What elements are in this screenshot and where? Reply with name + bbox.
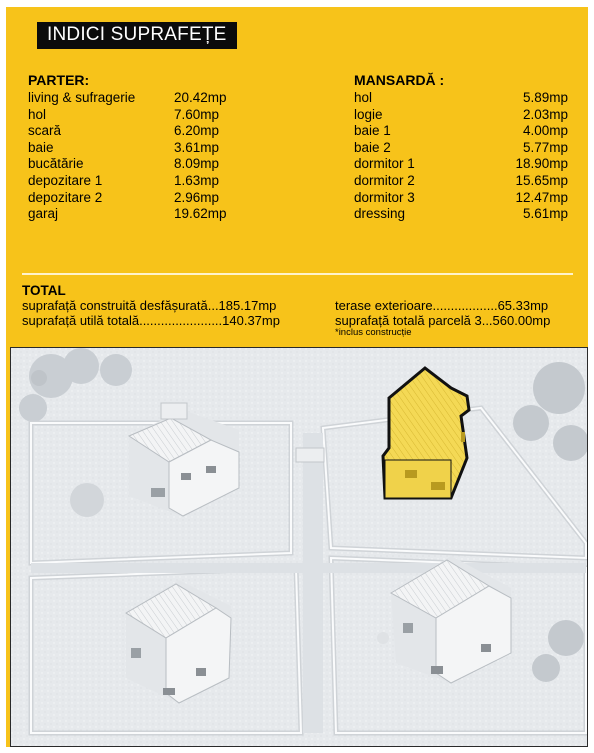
page-title: INDICI SUPRAFEȚE bbox=[37, 22, 237, 49]
room-row bbox=[28, 123, 248, 140]
room-area: 8.09mp bbox=[174, 156, 220, 172]
total-section bbox=[22, 283, 582, 338]
access-path bbox=[303, 433, 323, 733]
room-name: dormitor 2 bbox=[354, 172, 415, 188]
room-name: garaj bbox=[28, 206, 59, 222]
room-name: dressing bbox=[354, 206, 406, 222]
room-area: 2.03mp bbox=[522, 106, 568, 122]
room-row bbox=[28, 140, 248, 157]
useful-area-line: suprafață utilă totală.......................140.37mp bbox=[22, 313, 280, 328]
room-name: dormitor 3 bbox=[354, 189, 415, 205]
room-area: 6.20mp bbox=[174, 123, 220, 139]
room-name: baie 1 bbox=[354, 123, 391, 139]
room-row bbox=[28, 90, 248, 107]
room-area: 5.77mp bbox=[522, 139, 568, 155]
attic-heading: MANSARDĂ : bbox=[354, 72, 445, 88]
ground-floor-section bbox=[28, 71, 248, 223]
room-name: hol bbox=[354, 90, 373, 105]
room-row bbox=[28, 206, 248, 223]
room-row bbox=[354, 140, 568, 157]
ground-floor-heading: PARTER: bbox=[28, 72, 90, 88]
access-path-cross bbox=[31, 563, 586, 573]
room-name: baie 2 bbox=[354, 139, 391, 155]
tree-bush bbox=[70, 483, 104, 517]
shed-center bbox=[296, 448, 324, 462]
site-plan-render bbox=[10, 347, 588, 747]
room-name: living & sufragerie bbox=[28, 90, 136, 105]
footnote: *inclus construcție bbox=[335, 327, 412, 338]
room-row bbox=[354, 190, 568, 207]
total-heading: TOTAL bbox=[22, 283, 66, 298]
room-area: 18.90mp bbox=[515, 156, 568, 172]
room-area: 2.96mp bbox=[174, 189, 220, 205]
room-name: depozitare 1 bbox=[28, 172, 103, 188]
room-area: 3.61mp bbox=[174, 139, 220, 155]
room-area: 12.47mp bbox=[515, 189, 568, 205]
terraces-line: terase exterioare..................65.33mp bbox=[335, 298, 549, 313]
area-sheet bbox=[6, 7, 588, 747]
room-row bbox=[354, 90, 568, 107]
room-area: 5.61mp bbox=[522, 206, 568, 222]
tree-small bbox=[31, 370, 47, 386]
room-area: 4.00mp bbox=[522, 123, 568, 139]
room-row bbox=[28, 173, 248, 190]
room-row bbox=[354, 173, 568, 190]
room-name: hol bbox=[28, 106, 47, 122]
plot-area-line: suprafață totală parcelă 3...560.00mp bbox=[335, 313, 551, 328]
room-area: 5.89mp bbox=[522, 90, 568, 105]
room-row bbox=[28, 107, 248, 124]
room-area: 20.42mp bbox=[174, 90, 227, 105]
room-row bbox=[354, 206, 568, 223]
attic-section bbox=[354, 71, 568, 223]
room-row bbox=[28, 156, 248, 173]
room-area: 7.60mp bbox=[174, 106, 220, 122]
room-name: baie bbox=[28, 139, 54, 155]
room-row bbox=[354, 156, 568, 173]
room-area: 19.62mp bbox=[174, 206, 227, 222]
room-row bbox=[28, 190, 248, 207]
section-divider bbox=[22, 273, 573, 275]
room-area: 15.65mp bbox=[515, 172, 568, 188]
room-name: depozitare 2 bbox=[28, 189, 103, 205]
room-name: bucătărie bbox=[28, 156, 84, 172]
room-area: 1.63mp bbox=[174, 172, 220, 188]
room-row bbox=[354, 123, 568, 140]
room-name: logie bbox=[354, 106, 383, 122]
shed-left bbox=[161, 403, 187, 419]
room-row bbox=[354, 107, 568, 124]
built-area-line: suprafață construită desfășurată...185.17mp bbox=[22, 298, 277, 313]
room-name: dormitor 1 bbox=[354, 156, 415, 172]
room-name: scară bbox=[28, 123, 62, 139]
